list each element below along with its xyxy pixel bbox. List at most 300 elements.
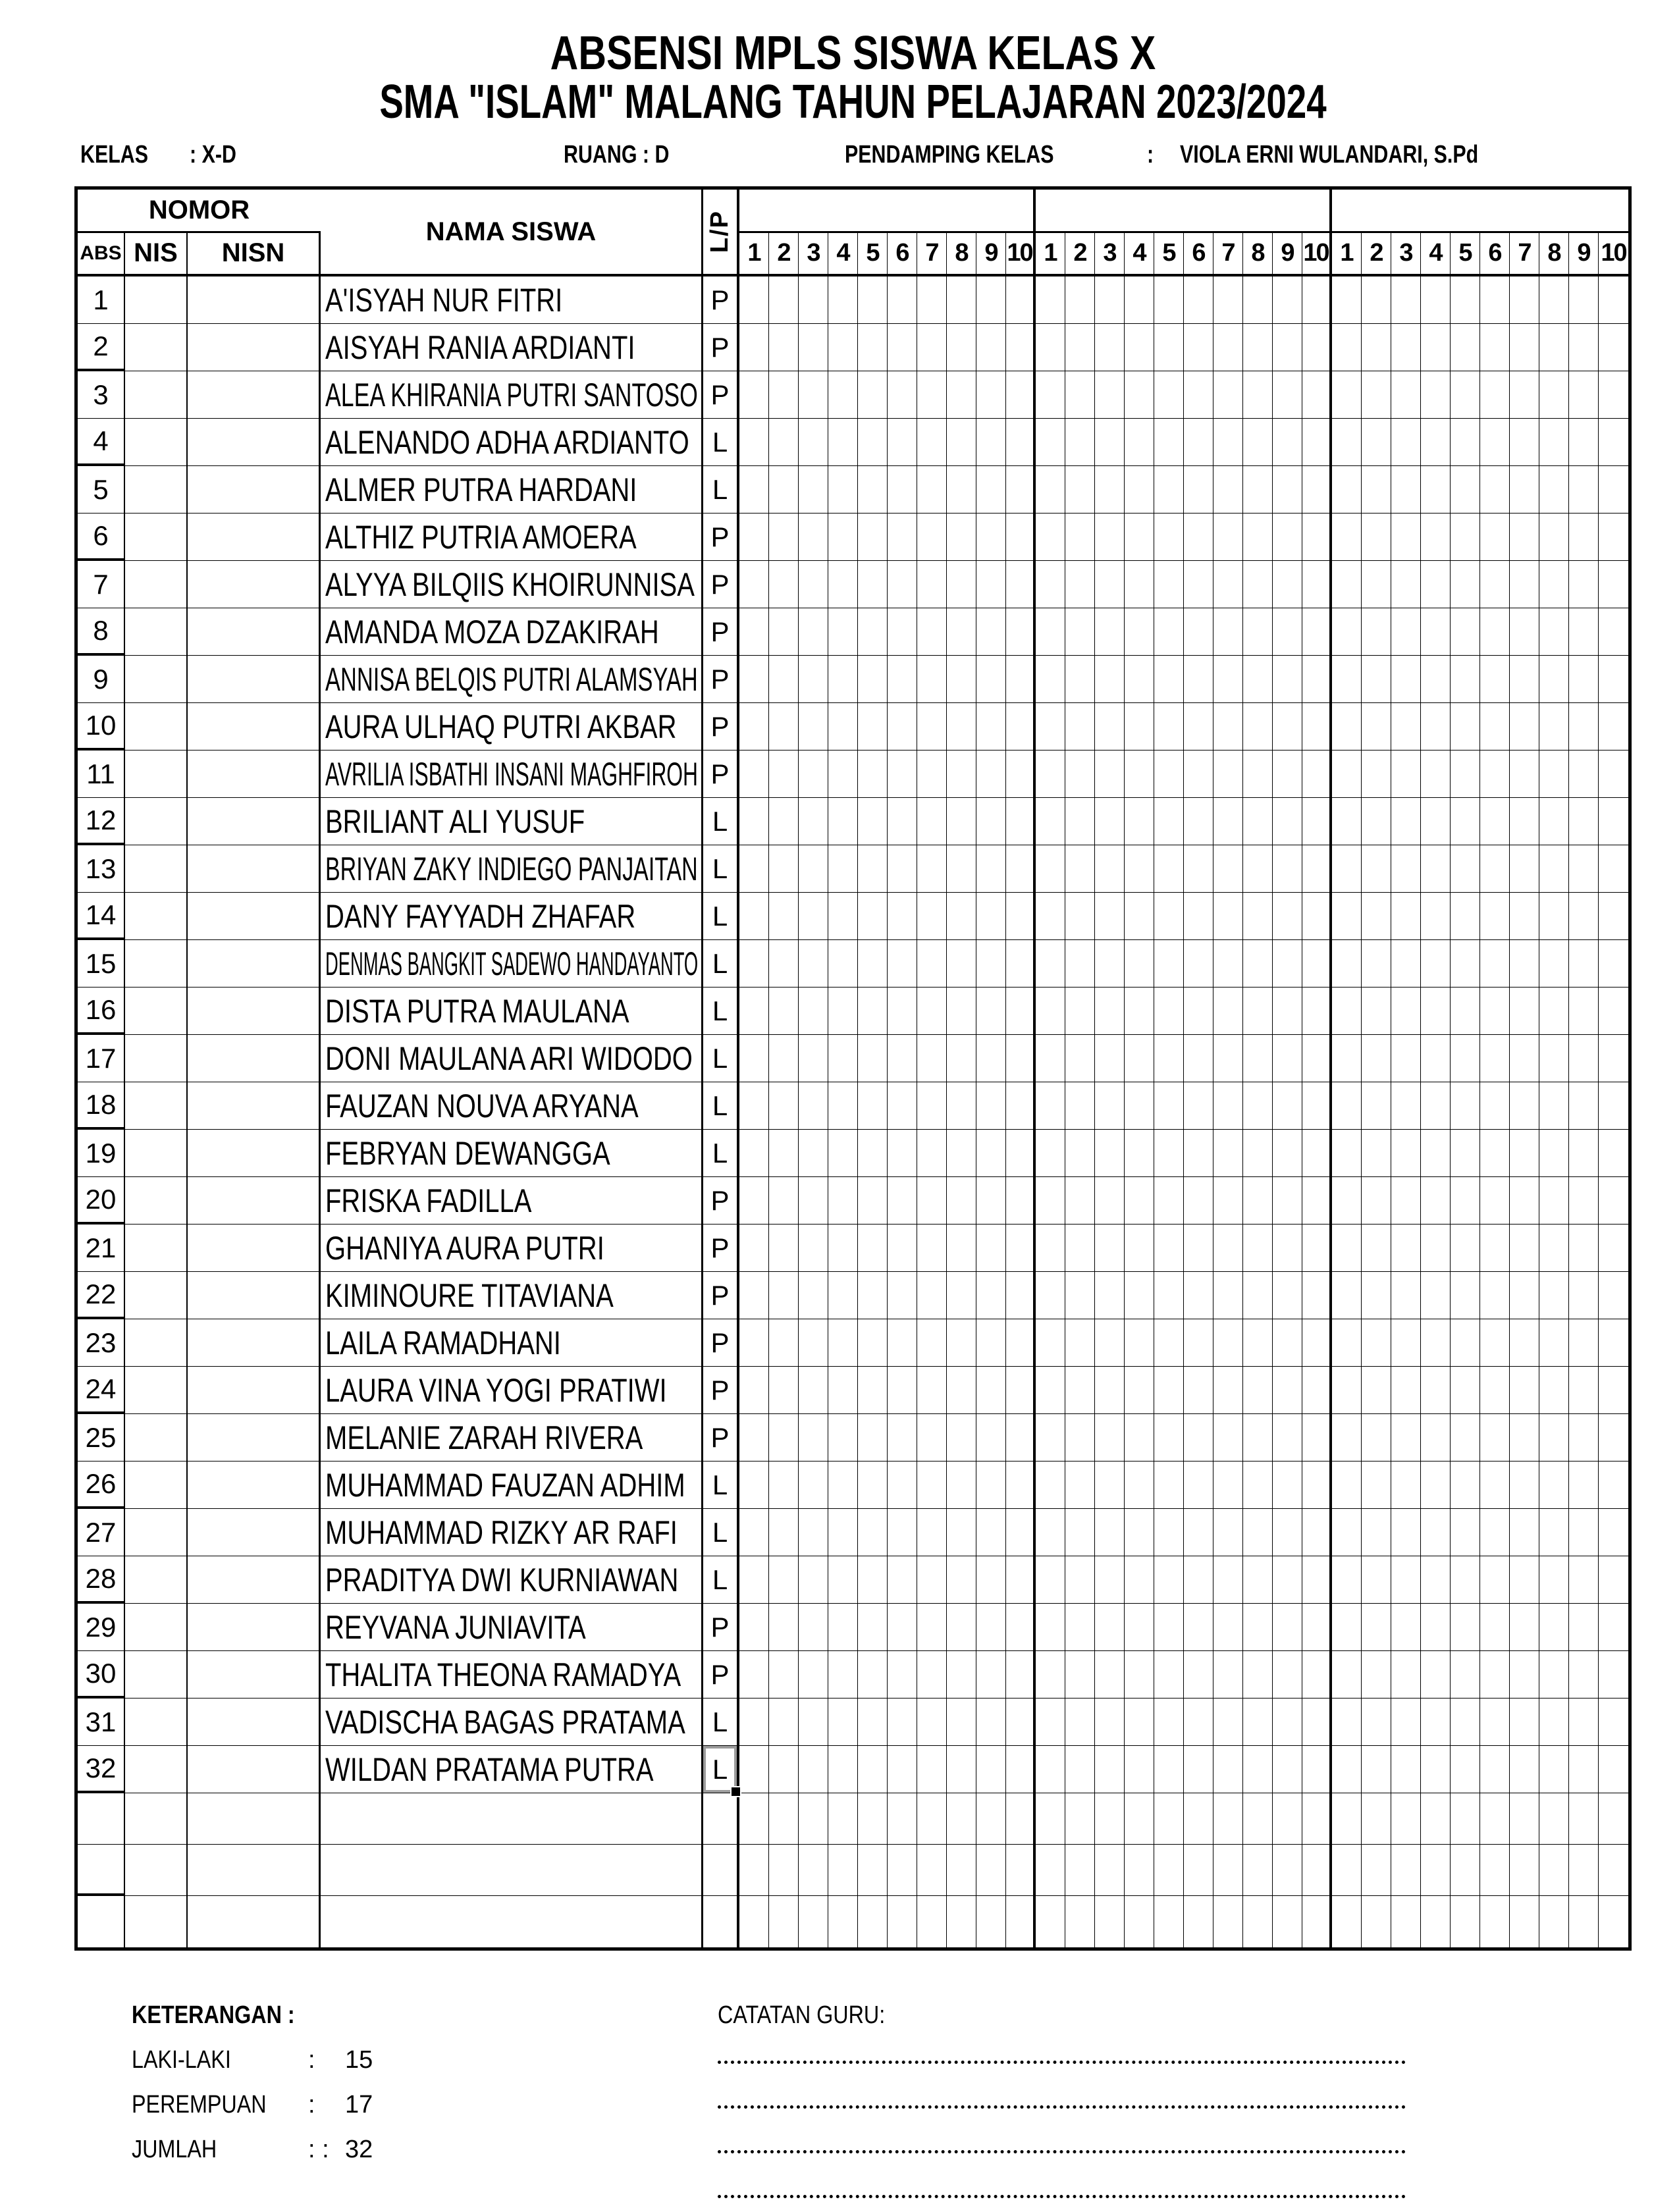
- abs-cell[interactable]: 6: [78, 514, 125, 560]
- attendance-cell[interactable]: [917, 893, 947, 939]
- attendance-cell[interactable]: [1006, 1604, 1036, 1650]
- attendance-cell[interactable]: [1036, 1035, 1065, 1082]
- attendance-cell[interactable]: [976, 1651, 1006, 1698]
- attendance-cell[interactable]: [1362, 276, 1391, 323]
- attendance-cell[interactable]: [1421, 1604, 1451, 1650]
- attendance-cell[interactable]: [1599, 1896, 1628, 1947]
- attendance-cell[interactable]: [799, 1414, 828, 1461]
- attendance-cell[interactable]: [739, 1746, 769, 1793]
- attendance-cell[interactable]: [1095, 893, 1125, 939]
- attendance-cell[interactable]: [1095, 514, 1125, 560]
- attendance-cell[interactable]: [1362, 1272, 1391, 1319]
- attendance-cell[interactable]: [1421, 1845, 1451, 1895]
- attendance-cell[interactable]: [1510, 419, 1539, 465]
- attendance-cell[interactable]: [1451, 845, 1480, 892]
- nis-cell[interactable]: [125, 371, 188, 418]
- attendance-cell[interactable]: [1213, 798, 1243, 845]
- attendance-cell[interactable]: [1095, 656, 1125, 702]
- attendance-cell[interactable]: [1599, 1414, 1628, 1461]
- attendance-cell[interactable]: [1362, 893, 1391, 939]
- attendance-cell[interactable]: [1154, 1272, 1184, 1319]
- attendance-cell[interactable]: [976, 608, 1006, 655]
- attendance-cell[interactable]: [1006, 608, 1036, 655]
- attendance-cell[interactable]: [1569, 1272, 1599, 1319]
- attendance-cell[interactable]: [976, 1509, 1006, 1556]
- attendance-cell[interactable]: [1391, 988, 1421, 1034]
- attendance-cell[interactable]: [1421, 750, 1451, 797]
- attendance-cell[interactable]: [1302, 656, 1332, 702]
- attendance-cell[interactable]: [1599, 514, 1628, 560]
- attendance-cell[interactable]: [1184, 940, 1213, 987]
- attendance-cell[interactable]: [1451, 1367, 1480, 1413]
- attendance-cell[interactable]: [947, 1651, 976, 1698]
- attendance-cell[interactable]: [828, 1845, 858, 1895]
- attendance-cell[interactable]: [1184, 1556, 1213, 1603]
- attendance-cell[interactable]: [1480, 1845, 1510, 1895]
- attendance-cell[interactable]: [1154, 1177, 1184, 1224]
- attendance-cell[interactable]: [1125, 1698, 1154, 1745]
- attendance-cell[interactable]: [739, 466, 769, 513]
- attendance-cell[interactable]: [1421, 561, 1451, 608]
- attendance-cell[interactable]: [1569, 1651, 1599, 1698]
- attendance-cell[interactable]: [1569, 1604, 1599, 1650]
- attendance-cell[interactable]: [858, 1177, 888, 1224]
- attendance-cell[interactable]: [1006, 1845, 1036, 1895]
- attendance-cell[interactable]: [976, 1272, 1006, 1319]
- attendance-cell[interactable]: [1065, 893, 1095, 939]
- attendance-cell[interactable]: [976, 1845, 1006, 1895]
- attendance-cell[interactable]: [1006, 1414, 1036, 1461]
- attendance-cell[interactable]: [888, 798, 917, 845]
- attendance-cell[interactable]: [1273, 419, 1302, 465]
- attendance-cell[interactable]: [947, 1698, 976, 1745]
- attendance-cell[interactable]: [1599, 1462, 1628, 1508]
- attendance-cell[interactable]: [1539, 1414, 1569, 1461]
- attendance-cell[interactable]: [947, 893, 976, 939]
- attendance-cell[interactable]: [1184, 1367, 1213, 1413]
- attendance-cell[interactable]: [1006, 1367, 1036, 1413]
- attendance-cell[interactable]: [1480, 1509, 1510, 1556]
- attendance-cell[interactable]: [1273, 608, 1302, 655]
- attendance-cell[interactable]: [1184, 1272, 1213, 1319]
- attendance-cell[interactable]: [1362, 514, 1391, 560]
- nis-cell[interactable]: [125, 1414, 188, 1461]
- attendance-cell[interactable]: [947, 1367, 976, 1413]
- attendance-cell[interactable]: [769, 1509, 799, 1556]
- attendance-cell[interactable]: [1036, 988, 1065, 1034]
- attendance-cell[interactable]: [1036, 1177, 1065, 1224]
- attendance-cell[interactable]: [739, 1035, 769, 1082]
- attendance-cell[interactable]: [1451, 703, 1480, 750]
- attendance-cell[interactable]: [769, 1272, 799, 1319]
- attendance-cell[interactable]: [1184, 371, 1213, 418]
- attendance-cell[interactable]: [1599, 324, 1628, 371]
- attendance-cell[interactable]: [1243, 1845, 1273, 1895]
- abs-cell[interactable]: 3: [78, 371, 125, 418]
- attendance-cell[interactable]: [828, 1793, 858, 1844]
- nisn-cell[interactable]: [188, 1177, 321, 1224]
- attendance-cell[interactable]: [1273, 988, 1302, 1034]
- nisn-cell[interactable]: [188, 419, 321, 465]
- abs-cell[interactable]: 16: [78, 988, 125, 1034]
- attendance-cell[interactable]: [1273, 1845, 1302, 1895]
- attendance-cell[interactable]: [1451, 1130, 1480, 1176]
- abs-cell[interactable]: 8: [78, 608, 125, 655]
- attendance-cell[interactable]: [1273, 276, 1302, 323]
- nis-cell[interactable]: [125, 1319, 188, 1366]
- attendance-cell[interactable]: [1302, 324, 1332, 371]
- attendance-cell[interactable]: [1599, 1698, 1628, 1745]
- attendance-cell[interactable]: [858, 940, 888, 987]
- name-cell[interactable]: WILDAN PRATAMA PUTRA: [321, 1746, 703, 1793]
- attendance-cell[interactable]: [947, 656, 976, 702]
- attendance-cell[interactable]: [739, 1319, 769, 1366]
- abs-cell[interactable]: 9: [78, 656, 125, 702]
- attendance-cell[interactable]: [1036, 276, 1065, 323]
- attendance-cell[interactable]: [1273, 371, 1302, 418]
- attendance-cell[interactable]: [1599, 1130, 1628, 1176]
- attendance-cell[interactable]: [1539, 419, 1569, 465]
- attendance-cell[interactable]: [1154, 1130, 1184, 1176]
- attendance-cell[interactable]: [1332, 561, 1362, 608]
- attendance-cell[interactable]: [1125, 1845, 1154, 1895]
- attendance-cell[interactable]: [1391, 656, 1421, 702]
- attendance-cell[interactable]: [1273, 1035, 1302, 1082]
- nisn-cell[interactable]: [188, 1793, 321, 1844]
- nisn-cell[interactable]: [188, 893, 321, 939]
- attendance-cell[interactable]: [739, 845, 769, 892]
- attendance-cell[interactable]: [858, 276, 888, 323]
- attendance-cell[interactable]: [1569, 371, 1599, 418]
- attendance-cell[interactable]: [1362, 1367, 1391, 1413]
- nisn-cell[interactable]: [188, 1509, 321, 1556]
- abs-cell[interactable]: [78, 1845, 125, 1895]
- attendance-cell[interactable]: [917, 608, 947, 655]
- attendance-cell[interactable]: [1362, 1896, 1391, 1947]
- attendance-cell[interactable]: [1480, 324, 1510, 371]
- attendance-cell[interactable]: [1095, 1367, 1125, 1413]
- attendance-cell[interactable]: [1125, 940, 1154, 987]
- attendance-cell[interactable]: [1302, 1698, 1332, 1745]
- nis-cell[interactable]: [125, 1698, 188, 1745]
- attendance-cell[interactable]: [769, 276, 799, 323]
- attendance-cell[interactable]: [1036, 798, 1065, 845]
- lp-cell[interactable]: P: [703, 1272, 739, 1319]
- attendance-cell[interactable]: [1213, 1556, 1243, 1603]
- attendance-cell[interactable]: [739, 1082, 769, 1129]
- attendance-cell[interactable]: [1302, 1272, 1332, 1319]
- attendance-cell[interactable]: [1184, 703, 1213, 750]
- attendance-cell[interactable]: [1302, 988, 1332, 1034]
- attendance-cell[interactable]: [947, 1272, 976, 1319]
- attendance-cell[interactable]: [1480, 750, 1510, 797]
- attendance-cell[interactable]: [1569, 1367, 1599, 1413]
- attendance-cell[interactable]: [1154, 703, 1184, 750]
- attendance-cell[interactable]: [1302, 1319, 1332, 1366]
- attendance-cell[interactable]: [1273, 1698, 1302, 1745]
- attendance-cell[interactable]: [1243, 1082, 1273, 1129]
- attendance-cell[interactable]: [1213, 324, 1243, 371]
- attendance-cell[interactable]: [1154, 1082, 1184, 1129]
- abs-cell[interactable]: 5: [78, 466, 125, 513]
- attendance-cell[interactable]: [976, 1556, 1006, 1603]
- attendance-cell[interactable]: [1539, 1130, 1569, 1176]
- attendance-cell[interactable]: [1599, 419, 1628, 465]
- attendance-cell[interactable]: [1125, 561, 1154, 608]
- attendance-cell[interactable]: [1036, 893, 1065, 939]
- attendance-cell[interactable]: [1362, 1224, 1391, 1271]
- attendance-cell[interactable]: [888, 466, 917, 513]
- attendance-cell[interactable]: [799, 1367, 828, 1413]
- attendance-cell[interactable]: [1599, 1035, 1628, 1082]
- attendance-cell[interactable]: [1243, 608, 1273, 655]
- nis-cell[interactable]: [125, 656, 188, 702]
- attendance-cell[interactable]: [1362, 845, 1391, 892]
- attendance-cell[interactable]: [828, 1746, 858, 1793]
- attendance-cell[interactable]: [1569, 419, 1599, 465]
- attendance-cell[interactable]: [1451, 656, 1480, 702]
- attendance-cell[interactable]: [739, 1896, 769, 1947]
- attendance-cell[interactable]: [1391, 514, 1421, 560]
- nisn-cell[interactable]: [188, 1746, 321, 1793]
- attendance-cell[interactable]: [947, 703, 976, 750]
- attendance-cell[interactable]: [1362, 1130, 1391, 1176]
- attendance-cell[interactable]: [1125, 798, 1154, 845]
- name-cell[interactable]: ANNISA BELQIS PUTRI ALAMSYAH: [321, 656, 703, 702]
- attendance-cell[interactable]: [1095, 845, 1125, 892]
- attendance-cell[interactable]: [1451, 1845, 1480, 1895]
- attendance-cell[interactable]: [1184, 1177, 1213, 1224]
- attendance-cell[interactable]: [1451, 561, 1480, 608]
- lp-cell[interactable]: L: [703, 1082, 739, 1129]
- attendance-cell[interactable]: [769, 324, 799, 371]
- attendance-cell[interactable]: [1539, 1556, 1569, 1603]
- attendance-cell[interactable]: [1095, 750, 1125, 797]
- attendance-cell[interactable]: [1213, 1896, 1243, 1947]
- attendance-cell[interactable]: [858, 656, 888, 702]
- abs-cell[interactable]: 23: [78, 1319, 125, 1366]
- attendance-cell[interactable]: [1006, 324, 1036, 371]
- attendance-cell[interactable]: [1510, 1698, 1539, 1745]
- attendance-cell[interactable]: [1480, 371, 1510, 418]
- name-cell[interactable]: LAILA RAMADHANI: [321, 1319, 703, 1366]
- attendance-cell[interactable]: [947, 798, 976, 845]
- attendance-cell[interactable]: [888, 1845, 917, 1895]
- attendance-cell[interactable]: [1599, 371, 1628, 418]
- attendance-cell[interactable]: [1095, 1604, 1125, 1650]
- attendance-cell[interactable]: [976, 419, 1006, 465]
- attendance-cell[interactable]: [888, 893, 917, 939]
- attendance-cell[interactable]: [1095, 1224, 1125, 1271]
- abs-cell[interactable]: 32: [78, 1746, 125, 1793]
- name-cell[interactable]: FRISKA FADILLA: [321, 1177, 703, 1224]
- attendance-cell[interactable]: [1510, 1082, 1539, 1129]
- attendance-cell[interactable]: [1569, 1130, 1599, 1176]
- name-cell[interactable]: LAURA VINA YOGI PRATIWI: [321, 1367, 703, 1413]
- attendance-cell[interactable]: [1510, 1651, 1539, 1698]
- nisn-cell[interactable]: [188, 703, 321, 750]
- attendance-cell[interactable]: [1154, 798, 1184, 845]
- attendance-cell[interactable]: [947, 324, 976, 371]
- attendance-cell[interactable]: [1154, 324, 1184, 371]
- attendance-cell[interactable]: [739, 1556, 769, 1603]
- attendance-cell[interactable]: [1391, 371, 1421, 418]
- attendance-cell[interactable]: [1569, 1896, 1599, 1947]
- attendance-cell[interactable]: [1569, 703, 1599, 750]
- attendance-cell[interactable]: [1065, 466, 1095, 513]
- attendance-cell[interactable]: [1539, 1035, 1569, 1082]
- nis-cell[interactable]: [125, 1367, 188, 1413]
- attendance-cell[interactable]: [769, 1793, 799, 1844]
- attendance-cell[interactable]: [1184, 1604, 1213, 1650]
- attendance-cell[interactable]: [769, 703, 799, 750]
- lp-cell[interactable]: P: [703, 514, 739, 560]
- attendance-cell[interactable]: [1065, 1604, 1095, 1650]
- attendance-cell[interactable]: [1302, 608, 1332, 655]
- attendance-cell[interactable]: [1569, 988, 1599, 1034]
- attendance-cell[interactable]: [858, 1651, 888, 1698]
- attendance-cell[interactable]: [1362, 1845, 1391, 1895]
- attendance-cell[interactable]: [1095, 1462, 1125, 1508]
- attendance-cell[interactable]: [1451, 893, 1480, 939]
- attendance-cell[interactable]: [1184, 988, 1213, 1034]
- attendance-cell[interactable]: [1510, 1319, 1539, 1366]
- attendance-cell[interactable]: [739, 1177, 769, 1224]
- attendance-cell[interactable]: [1184, 1509, 1213, 1556]
- attendance-cell[interactable]: [769, 1082, 799, 1129]
- attendance-cell[interactable]: [1243, 1604, 1273, 1650]
- attendance-cell[interactable]: [739, 1604, 769, 1650]
- attendance-cell[interactable]: [1391, 419, 1421, 465]
- attendance-cell[interactable]: [1391, 940, 1421, 987]
- attendance-cell[interactable]: [1036, 1130, 1065, 1176]
- name-cell[interactable]: DISTA PUTRA MAULANA: [321, 988, 703, 1034]
- attendance-cell[interactable]: [976, 1462, 1006, 1508]
- attendance-cell[interactable]: [1510, 1177, 1539, 1224]
- abs-cell[interactable]: 14: [78, 893, 125, 939]
- attendance-cell[interactable]: [858, 1698, 888, 1745]
- nisn-cell[interactable]: [188, 371, 321, 418]
- attendance-cell[interactable]: [1480, 1556, 1510, 1603]
- attendance-cell[interactable]: [917, 1082, 947, 1129]
- attendance-cell[interactable]: [1362, 656, 1391, 702]
- attendance-cell[interactable]: [1451, 1035, 1480, 1082]
- attendance-cell[interactable]: [1036, 608, 1065, 655]
- nis-cell[interactable]: [125, 798, 188, 845]
- attendance-cell[interactable]: [799, 1462, 828, 1508]
- attendance-cell[interactable]: [769, 893, 799, 939]
- attendance-cell[interactable]: [1391, 750, 1421, 797]
- attendance-cell[interactable]: [976, 324, 1006, 371]
- attendance-cell[interactable]: [917, 466, 947, 513]
- nisn-cell[interactable]: [188, 656, 321, 702]
- nis-cell[interactable]: [125, 1746, 188, 1793]
- attendance-cell[interactable]: [799, 1845, 828, 1895]
- nisn-cell[interactable]: [188, 276, 321, 323]
- attendance-cell[interactable]: [1243, 1367, 1273, 1413]
- attendance-cell[interactable]: [858, 893, 888, 939]
- attendance-cell[interactable]: [1065, 1698, 1095, 1745]
- lp-cell[interactable]: P: [703, 703, 739, 750]
- attendance-cell[interactable]: [1332, 988, 1362, 1034]
- attendance-cell[interactable]: [1125, 324, 1154, 371]
- attendance-cell[interactable]: [1391, 561, 1421, 608]
- nis-cell[interactable]: [125, 1509, 188, 1556]
- name-cell[interactable]: AISYAH RANIA ARDIANTI: [321, 324, 703, 371]
- attendance-cell[interactable]: [1599, 1082, 1628, 1129]
- attendance-cell[interactable]: [1243, 1130, 1273, 1176]
- attendance-cell[interactable]: [976, 1224, 1006, 1271]
- attendance-cell[interactable]: [1332, 1556, 1362, 1603]
- attendance-cell[interactable]: [1243, 1651, 1273, 1698]
- attendance-cell[interactable]: [1273, 1462, 1302, 1508]
- attendance-cell[interactable]: [888, 1414, 917, 1461]
- attendance-cell[interactable]: [1213, 1272, 1243, 1319]
- attendance-cell[interactable]: [1036, 371, 1065, 418]
- attendance-cell[interactable]: [1243, 1414, 1273, 1461]
- attendance-cell[interactable]: [1599, 703, 1628, 750]
- nisn-cell[interactable]: [188, 1414, 321, 1461]
- attendance-cell[interactable]: [1243, 1177, 1273, 1224]
- attendance-cell[interactable]: [1273, 656, 1302, 702]
- attendance-cell[interactable]: [739, 750, 769, 797]
- lp-cell[interactable]: P: [703, 656, 739, 702]
- attendance-cell[interactable]: [1273, 703, 1302, 750]
- attendance-cell[interactable]: [1036, 703, 1065, 750]
- attendance-cell[interactable]: [1332, 1130, 1362, 1176]
- abs-cell[interactable]: 25: [78, 1414, 125, 1461]
- attendance-cell[interactable]: [1421, 514, 1451, 560]
- attendance-cell[interactable]: [1036, 845, 1065, 892]
- attendance-cell[interactable]: [1569, 750, 1599, 797]
- nis-cell[interactable]: [125, 1793, 188, 1844]
- attendance-cell[interactable]: [1125, 1035, 1154, 1082]
- attendance-cell[interactable]: [1362, 940, 1391, 987]
- nisn-cell[interactable]: [188, 1462, 321, 1508]
- attendance-cell[interactable]: [1362, 1509, 1391, 1556]
- attendance-cell[interactable]: [1391, 1793, 1421, 1844]
- nis-cell[interactable]: [125, 324, 188, 371]
- attendance-cell[interactable]: [947, 1845, 976, 1895]
- attendance-cell[interactable]: [1599, 1272, 1628, 1319]
- attendance-cell[interactable]: [1510, 1035, 1539, 1082]
- attendance-cell[interactable]: [1095, 1651, 1125, 1698]
- attendance-cell[interactable]: [917, 1556, 947, 1603]
- attendance-cell[interactable]: [1065, 1845, 1095, 1895]
- abs-cell[interactable]: 10: [78, 703, 125, 750]
- attendance-cell[interactable]: [1569, 1224, 1599, 1271]
- attendance-cell[interactable]: [888, 1462, 917, 1508]
- attendance-cell[interactable]: [799, 1604, 828, 1650]
- attendance-cell[interactable]: [1213, 276, 1243, 323]
- attendance-cell[interactable]: [828, 656, 858, 702]
- attendance-cell[interactable]: [1391, 276, 1421, 323]
- attendance-cell[interactable]: [917, 419, 947, 465]
- abs-cell[interactable]: 18: [78, 1082, 125, 1129]
- attendance-cell[interactable]: [1599, 561, 1628, 608]
- nis-cell[interactable]: [125, 1462, 188, 1508]
- attendance-cell[interactable]: [1510, 988, 1539, 1034]
- attendance-cell[interactable]: [739, 1793, 769, 1844]
- attendance-cell[interactable]: [888, 561, 917, 608]
- attendance-cell[interactable]: [1125, 1462, 1154, 1508]
- attendance-cell[interactable]: [1036, 1319, 1065, 1366]
- attendance-cell[interactable]: [1421, 1509, 1451, 1556]
- attendance-cell[interactable]: [1095, 988, 1125, 1034]
- attendance-cell[interactable]: [1391, 1556, 1421, 1603]
- attendance-cell[interactable]: [858, 1367, 888, 1413]
- attendance-cell[interactable]: [1273, 798, 1302, 845]
